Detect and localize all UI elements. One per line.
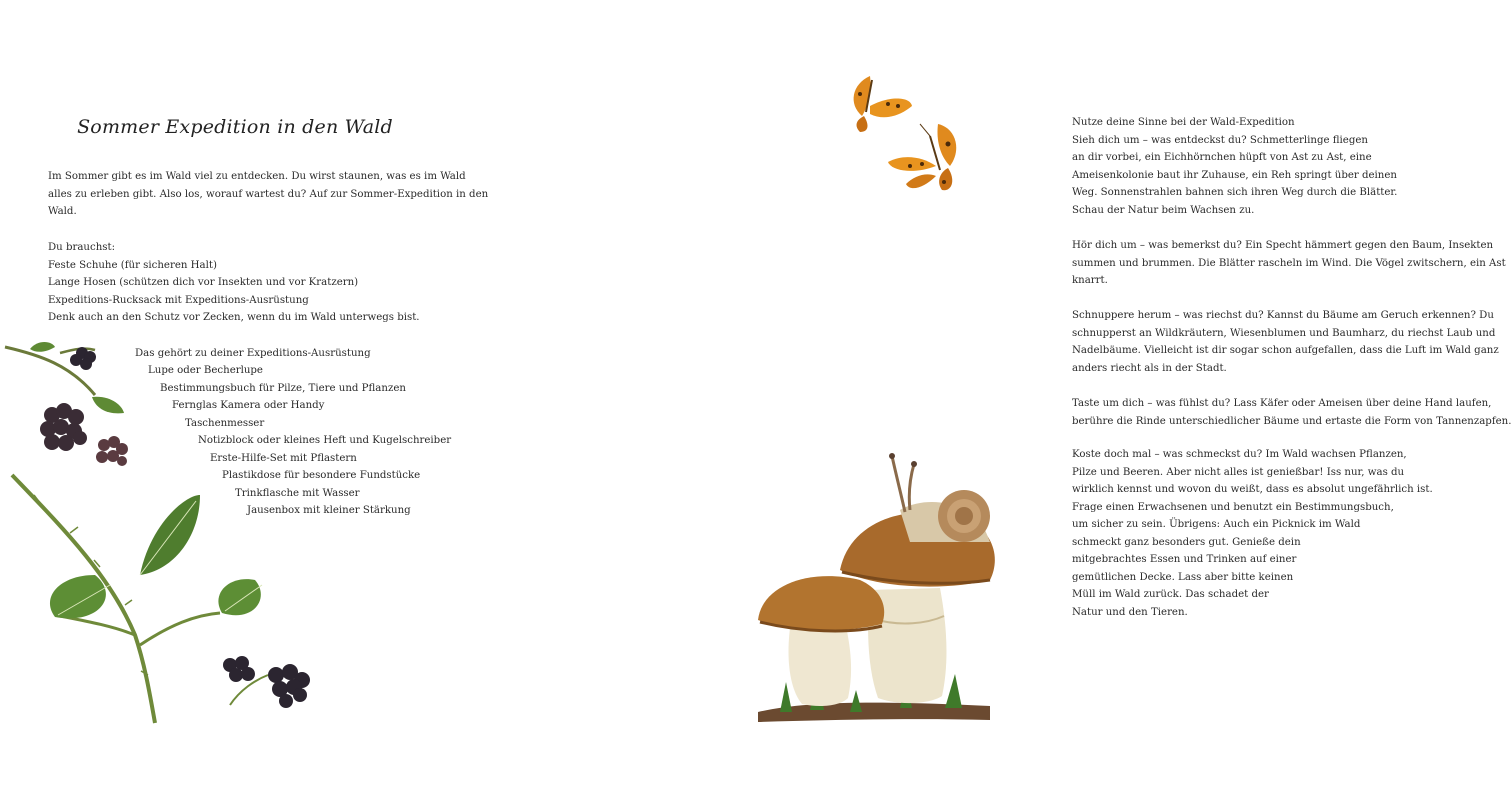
- intro-paragraph: [48, 168, 489, 221]
- left-page: [0, 0, 500, 800]
- needs-item: Expeditions-Rucksack mit Expeditions-Ausrüstung: [48, 294, 309, 306]
- paragraph-line: Hör dich um – was bemerkst du? Ein Specht hämmert gegen den Baum, Insekten: [1072, 240, 1494, 251]
- needs-item: Lange Hosen (schützen dich vor Insekten und vor Kratzern): [48, 277, 359, 288]
- intro-line: Wald.: [48, 206, 77, 217]
- paragraph-line: wirklich kennst und wovon du weißt, dass es absolut ungefährlich ist.: [1072, 484, 1433, 495]
- intro-line: Im Sommer gibt es im Wald viel zu entdecken. Du wirst staunen, was es im Wald: [48, 171, 466, 182]
- senses-touch-paragraph: [1072, 395, 1511, 430]
- section-heading: Nutze deine Sinne bei der Wald-Expedition: [1072, 117, 1295, 128]
- paragraph-line: gemütlichen Decke. Lass aber bitte keinen: [1072, 571, 1294, 583]
- paragraph-line: Frage einen Erwachsenen und benutzt ein Bestimmungsbuch,: [1072, 501, 1394, 513]
- equipment-item: Trinkflasche mit Wasser: [235, 488, 360, 499]
- page-title: Sommer Expedition in den Wald: [77, 116, 393, 138]
- paragraph-line: Schau der Natur beim Wachsen zu.: [1072, 204, 1255, 216]
- paragraph-line: um sicher zu sein. Übrigens: Auch ein Picknick im Wald: [1072, 519, 1361, 530]
- paragraph-line: schmeckt ganz besonders gut. Genieße dein: [1072, 536, 1301, 548]
- equipment-item: Bestimmungsbuch für Pilze, Tiere und Pflanzen: [160, 383, 406, 394]
- equipment-heading: Das gehört zu deiner Expeditions-Ausrüstung: [135, 348, 371, 359]
- paragraph-line: Nadelbäume. Vielleicht ist dir sogar schon aufgefallen, dass die Luft im Wald ganz: [1072, 345, 1499, 356]
- needs-item: Feste Schuhe (für sicheren Halt): [48, 259, 217, 271]
- paragraph-line: Natur und den Tieren.: [1072, 606, 1188, 618]
- paragraph-line: summen und brummen. Die Blätter rascheln im Wind. Die Vögel zwitschern, ein Ast: [1072, 257, 1506, 269]
- blackberry-branch-icon: [0, 335, 320, 735]
- needs-item: Denk auch an den Schutz vor Zecken, wenn du im Wald unterwegs bist.: [48, 312, 420, 323]
- paragraph-line: Sieh dich um – was entdeckst du? Schmetterlinge fliegen: [1072, 134, 1368, 146]
- right-page: [500, 0, 1511, 800]
- paragraph-line: Weg. Sonnenstrahlen bahnen sich ihren Weg durch die Blätter.: [1072, 187, 1398, 198]
- paragraph-line: Koste doch mal – was schmeckst du? Im Wald wachsen Pflanzen,: [1072, 449, 1407, 460]
- paragraph-line: Ameisenkolonie baut ihr Zuhause, ein Reh springt über deinen: [1072, 169, 1397, 181]
- paragraph-line: schnupperst an Wildkräutern, Wiesenblumen und Baumharz, du riechst Laub und: [1072, 327, 1496, 339]
- senses-taste-paragraph: [1072, 446, 1433, 621]
- needs-heading: Du brauchst:: [48, 242, 116, 253]
- equipment-item: Taschenmesser: [185, 418, 265, 429]
- equipment-item: Jausenbox mit kleiner Stärkung: [247, 505, 411, 516]
- needs-list: [48, 239, 428, 327]
- paragraph-line: an dir vorbei, ein Eichhörnchen hüpft von Ast zu Ast, eine: [1072, 152, 1372, 163]
- equipment-item: Fernglas Kamera oder Handy: [172, 400, 325, 411]
- equipment-item: Notizblock oder kleines Heft und Kugelschreiber: [198, 435, 452, 446]
- intro-line: alles zu erleben gibt. Also los, worauf wartest du? Auf zur Sommer-Expedition in den: [48, 188, 489, 200]
- senses-hearing-paragraph: [1072, 237, 1506, 290]
- paragraph-line: anders riecht als in der Stadt.: [1072, 362, 1227, 374]
- paragraph-line: Müll im Wald zurück. Das schadet der: [1072, 589, 1269, 600]
- equipment-item: Erste-Hilfe-Set mit Pflastern: [210, 453, 357, 464]
- paragraph-line: Schnuppere herum – was riechst du? Kannst du Bäume am Geruch erkennen? Du: [1072, 310, 1494, 321]
- paragraph-line: Taste um dich – was fühlst du? Lass Käfer oder Ameisen über deine Hand laufen,: [1072, 398, 1492, 409]
- paragraph-line: Pilze und Beeren. Aber nicht alles ist genießbar! Iss nur, was du: [1072, 466, 1405, 478]
- paragraph-line: berühre die Rinde unterschiedlicher Bäume und ertaste die Form von Tannenzapfen.: [1072, 415, 1511, 427]
- equipment-item: Plastikdose für besondere Fundstücke: [222, 470, 421, 481]
- senses-sight-paragraph: [1072, 114, 1397, 219]
- mushroom-snail-icon: [750, 450, 1000, 730]
- paragraph-line: knarrt.: [1072, 275, 1108, 286]
- butterfly-icon: [840, 66, 975, 216]
- paragraph-line: mitgebrachtes Essen und Trinken auf einer: [1072, 554, 1297, 565]
- senses-smell-paragraph: [1072, 307, 1499, 377]
- equipment-item: Lupe oder Becherlupe: [148, 365, 263, 376]
